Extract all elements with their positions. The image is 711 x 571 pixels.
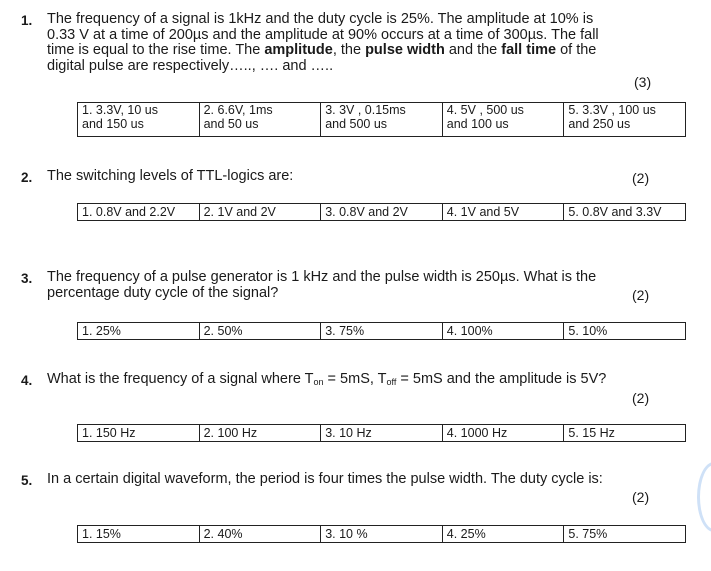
question-text: In a certain digital waveform, the period is four times the pulse width. The duty cycle is: [47, 471, 603, 487]
bold-amplitude: amplitude [264, 42, 333, 58]
option-text: and 50 us [203, 116, 259, 131]
option-1[interactable]: 1. 15% [82, 527, 121, 541]
option-1[interactable]: 1. 25% [82, 324, 121, 338]
option-text: 3. 3V , 0.15ms [325, 103, 406, 117]
option-text: and 500 us [325, 116, 388, 131]
option-1[interactable] [78, 103, 199, 136]
options-row [77, 322, 686, 340]
text-span: and the [444, 42, 502, 58]
question-text: The switching levels of TTL-logics are: [47, 168, 294, 184]
option-3[interactable]: 3. 75% [320, 323, 442, 339]
option-4[interactable]: 4. 1000 Hz [442, 425, 564, 441]
option-4[interactable]: 4. 100% [442, 323, 564, 339]
option-text: 5. 3.3V , 100 us [568, 103, 656, 117]
bold-fall-time: fall time [501, 42, 557, 58]
question-number: 2. [21, 170, 33, 185]
option-text: and 150 us [82, 116, 144, 131]
question-text [47, 270, 675, 301]
option-5[interactable] [563, 103, 685, 136]
question-number: 4. [21, 373, 33, 388]
question-text-line: percentage duty cycle of the signal? [47, 284, 279, 301]
subscript-on: on [313, 377, 324, 387]
text-span: time is equal to the rise time. The [47, 42, 265, 58]
options-row [77, 424, 686, 442]
option-text: 1. 3.3V, 10 us [82, 103, 158, 117]
option-5[interactable]: 5. 0.8V and 3.3V [563, 204, 685, 220]
options-row [77, 525, 686, 543]
option-5[interactable]: 5. 10% [563, 323, 685, 339]
subscript-off: off [386, 377, 397, 387]
question-text [47, 372, 675, 391]
marks: (3) [634, 74, 652, 90]
option-4[interactable]: 4. 1V and 5V [442, 204, 564, 220]
marks: (2) [632, 390, 650, 406]
option-2[interactable]: 2. 40% [199, 526, 321, 542]
text-span: , the [332, 42, 366, 58]
options-row [77, 203, 686, 221]
option-4[interactable] [442, 103, 564, 136]
question-text [47, 12, 675, 74]
option-2[interactable] [199, 103, 321, 136]
option-5[interactable]: 5. 15 Hz [563, 425, 685, 441]
options-row [77, 102, 686, 137]
option-3[interactable] [320, 103, 442, 136]
option-text: and 250 us [568, 116, 631, 131]
option-text: 2. 6.6V, 1ms [203, 103, 273, 117]
text-span: of the [556, 42, 597, 58]
marks: (2) [632, 170, 650, 186]
question-text-line [47, 43, 675, 59]
marks: (2) [632, 489, 650, 505]
bold-pulse-width: pulse width [365, 42, 445, 58]
question-text-line: The frequency of a pulse generator is 1 kHz and the pulse width is 250µs. What is the [47, 269, 597, 285]
question-number: 5. [21, 473, 33, 488]
option-4[interactable]: 4. 25% [442, 526, 564, 542]
question-number: 1. [21, 13, 33, 28]
option-2[interactable]: 2. 100 Hz [199, 425, 321, 441]
text-span: = 5mS and the amplitude is 5V? [396, 371, 607, 387]
question-text-line: digital pulse are respectively….., …. and ….. [47, 57, 334, 74]
text-span: = 5mS, T [323, 371, 387, 387]
question-number: 3. [21, 271, 33, 286]
question-text-line: The frequency of a signal is 1kHz and the duty cycle is 25%. The amplitude at 10% is [47, 11, 594, 27]
marks: (2) [632, 287, 650, 303]
option-5[interactable]: 5. 75% [563, 526, 685, 542]
option-1[interactable]: 1. 0.8V and 2.2V [82, 205, 176, 219]
option-text: and 100 us [446, 116, 509, 131]
option-3[interactable]: 3. 0.8V and 2V [320, 204, 442, 220]
option-text: 4. 5V , 500 us [446, 103, 524, 117]
option-1[interactable]: 1. 150 Hz [82, 426, 136, 440]
option-3[interactable]: 3. 10 Hz [320, 425, 442, 441]
text-span: What is the frequency of a signal where T [47, 371, 314, 387]
option-2[interactable]: 2. 50% [199, 323, 321, 339]
option-3[interactable]: 3. 10 % [320, 526, 442, 542]
edge-decoration [697, 462, 711, 532]
question-text-line: 0.33 V at a time of 200µs and the amplitude at 90% occurs at a time of 300µs. The fall [47, 26, 599, 43]
option-2[interactable]: 2. 1V and 2V [199, 204, 321, 220]
